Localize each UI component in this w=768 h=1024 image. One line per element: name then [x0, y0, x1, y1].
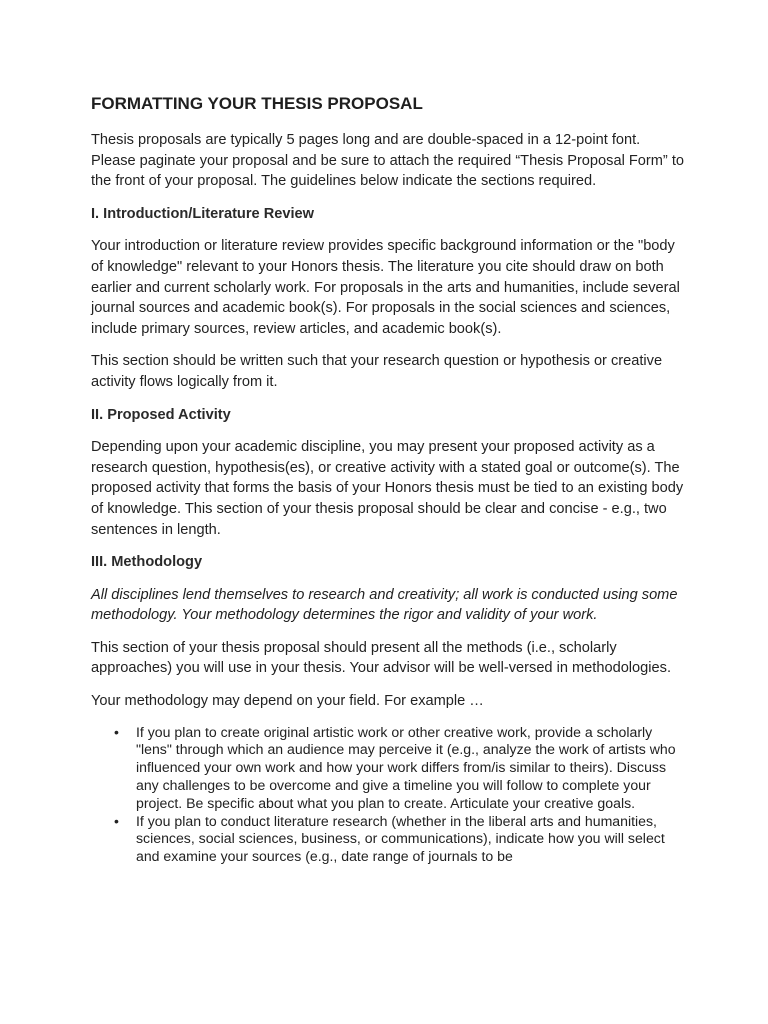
intro-paragraph: Thesis proposals are typically 5 pages long and are double-spaced in a 12-point font. Please paginate your proposal and be sure to attach the required “Thesis Proposal Form” to the front of your proposal. The guidelines below indicate the sections required. [91, 132, 684, 190]
methodology-italic-note: All disciplines lend themselves to research and creativity; all work is conducted using some methodology. Your methodology determines the rigor and validity of your work. [91, 586, 678, 624]
proposed-activity-paragraph: Depending upon your academic discipline, you may present your proposed activity as a research question, hypothesis(es), or creative activity with a stated goal or outcome(s). The proposed activity that forms the basis of your Honors thesis must be tied to an existing body of knowledge. This section of your thesis proposal should be clear and concise - e.g., two sentences in length. [91, 439, 684, 538]
list-item [91, 724, 688, 813]
list-item [91, 813, 688, 866]
methodology-paragraph-1: This section of your thesis proposal should present all the methods (i.e., scholarly approaches) you will use in your thesis. Your advisor will be well-versed in methodologies. [91, 639, 671, 677]
introduction-paragraph-2: This section should be written such that your research question or hypothesis or creative activity flows logically from it. [91, 353, 663, 390]
methodology-bullet-list [91, 724, 688, 866]
introduction-paragraph-1: Your introduction or literature review provides specific background information or the "body of knowledge" relevant to your Honors thesis. The literature you cite should draw on both earlier and current scholarly work. For proposals in the arts and humanities, include several journal sources and academic book(s). For proposals in the social sciences and sciences, include primary sources, review articles, and academic book(s). [91, 238, 680, 337]
page-title: FORMATTING YOUR THESIS PROPOSAL [91, 94, 423, 113]
methodology-paragraph-2: Your methodology may depend on your field. For example … [91, 693, 484, 710]
section-heading-introduction: I. Introduction/Literature Review [91, 205, 314, 222]
bullet-icon: • [114, 723, 119, 740]
list-item-text: If you plan to conduct literature research (whether in the liberal arts and humanities, sciences, social sciences, business, or communications), indicate how you will select and examine your sources (e.g., date range of journals to be [136, 812, 665, 865]
list-item-text: If you plan to create original artistic work or other creative work, provide a scholarly "lens" through which an audience may perceive it (e.g., analyze the work of artists who influenced your own work and how your work differs from/is similar to theirs). Discuss any challenges to be overcome and give a timeline you will follow to complete your project. Be specific about what you plan to create. Articulate your creative goals. [136, 723, 676, 811]
bullet-icon: • [114, 812, 119, 829]
section-heading-proposed-activity: II. Proposed Activity [91, 406, 231, 423]
section-heading-methodology: III. Methodology [91, 554, 203, 571]
